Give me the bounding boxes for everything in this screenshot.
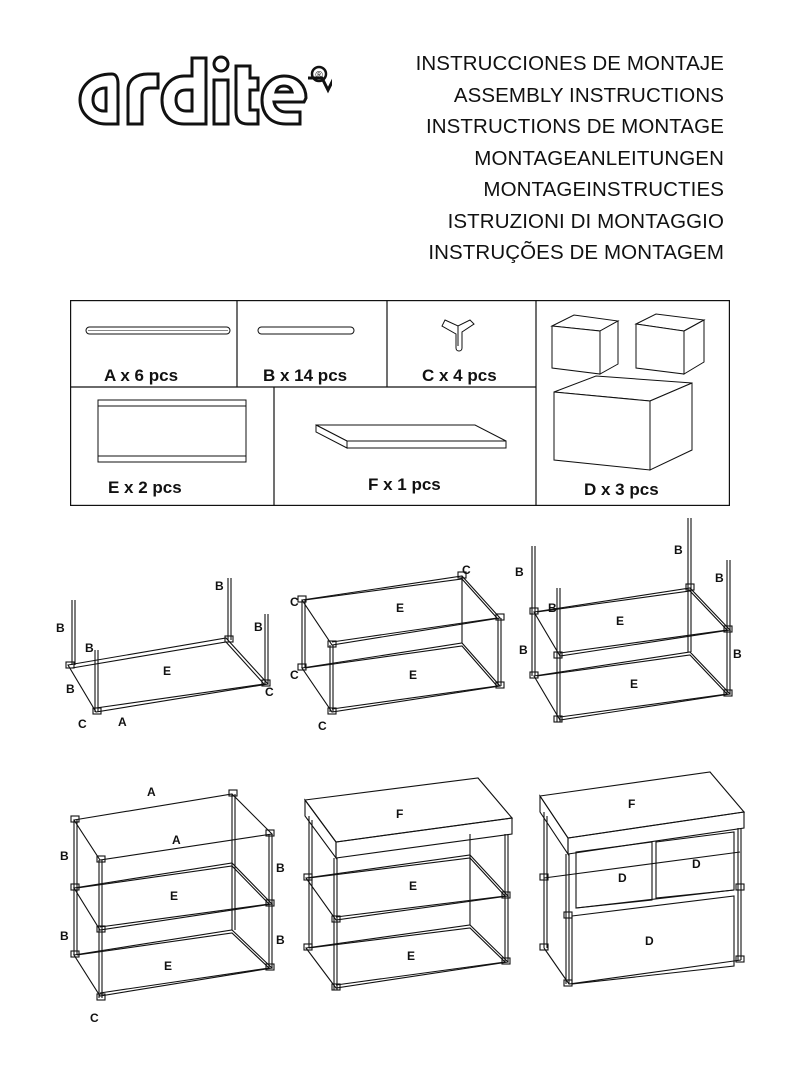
diagram-label-a: A — [118, 715, 127, 729]
diagram-label-e: E — [164, 959, 173, 973]
diagram-label-d: D — [618, 871, 627, 885]
diagram-label-b: B — [733, 647, 742, 661]
diagram-label-a: A — [147, 785, 156, 799]
diagram-label-b: B — [85, 641, 94, 655]
diagram-label-b: B — [60, 849, 69, 863]
diagram-label-b: B — [515, 565, 524, 579]
diagram-label-e: E — [163, 664, 172, 678]
title-de: MONTAGEANLEITUNGEN — [474, 146, 724, 170]
title-fr: INSTRUCTIONS DE MONTAGE — [425, 115, 724, 138]
diagram-label-b: B — [60, 929, 69, 943]
part-c-label: C x 4 pcs — [422, 366, 497, 385]
diagram-label-f: F — [628, 797, 636, 811]
title-es: INSTRUCCIONES DE MONTAJE — [415, 52, 724, 75]
diagram-label-b: B — [276, 861, 285, 875]
diagram-label-b: B — [215, 579, 224, 593]
diagram-label-c: C — [462, 563, 471, 577]
diagram-label-b: B — [715, 571, 724, 585]
diagram-label-b: B — [254, 620, 263, 634]
part-f-label: F x 1 pcs — [368, 475, 441, 494]
step-3-diagram — [530, 518, 732, 722]
diagram-label-c: C — [90, 1011, 99, 1025]
diagram-label-c: C — [290, 668, 299, 682]
registered-mark: ® — [315, 70, 323, 81]
diagram-label-b: B — [548, 601, 557, 615]
diagram-label-d: D — [645, 934, 654, 948]
title-nl: MONTAGEINSTRUCTIES — [483, 178, 724, 201]
diagram-label-e: E — [409, 668, 418, 682]
diagram-label-e: E — [630, 677, 639, 691]
diagram-label-b: B — [276, 933, 285, 947]
part-e-label: E x 2 pcs — [108, 478, 182, 497]
diagram-label-c: C — [265, 685, 274, 699]
diagram-label-c: C — [78, 717, 87, 731]
diagram-label-e: E — [409, 879, 418, 893]
diagram-label-d: D — [692, 857, 701, 871]
diagram-label-e: E — [407, 949, 416, 963]
diagram-label-c: C — [290, 595, 299, 609]
part-d-label: D x 3 pcs — [584, 480, 659, 499]
step-2-diagram — [298, 572, 504, 714]
diagram-label-f: F — [396, 807, 404, 821]
part-b-label: B x 14 pcs — [263, 366, 348, 385]
part-a-label: A x 6 pcs — [104, 366, 179, 385]
diagram-label-b: B — [519, 643, 528, 657]
step-6-diagram — [540, 772, 744, 986]
diagram-label-b: B — [66, 682, 75, 696]
diagram-label-c: C — [318, 719, 327, 733]
step-1-diagram — [66, 578, 270, 714]
title-en: ASSEMBLY INSTRUCTIONS — [453, 83, 724, 107]
diagram-label-a: A — [172, 833, 181, 847]
diagram-label-e: E — [616, 614, 625, 628]
diagram-label-e: E — [396, 601, 405, 615]
diagram-label-b: B — [56, 621, 65, 635]
title-pt: INSTRUÇÕES DE MONTAGEM — [428, 241, 724, 264]
diagram-label-b: B — [674, 543, 683, 557]
diagram-label-e: E — [170, 889, 179, 903]
title-it: ISTRUZIONI DI MONTAGGIO — [447, 209, 724, 233]
